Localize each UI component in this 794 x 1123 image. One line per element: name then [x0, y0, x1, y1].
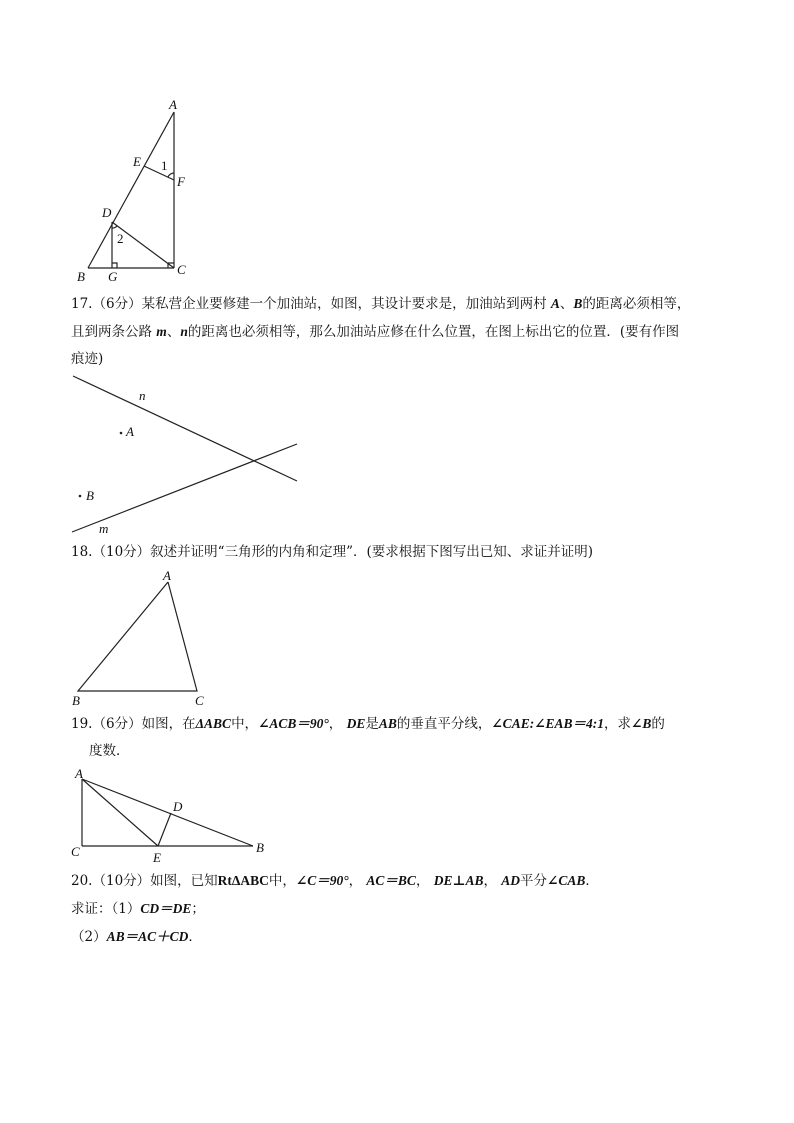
question-20-line-3 [71, 923, 721, 951]
label-E: E [153, 850, 161, 865]
math-angle-C: ∠C＝90° [295, 873, 349, 888]
math-CD-equals-DE: CD＝DE [140, 901, 192, 916]
label-G: G [108, 269, 118, 284]
math-AB: AB [378, 716, 397, 731]
right-angle-mark-G [112, 263, 117, 268]
figure-18-triangle [0, 565, 794, 710]
math-DE: DE [346, 716, 366, 731]
figure-16-triangle [0, 0, 794, 290]
label-C: C [177, 262, 186, 277]
question-text: 的距离也必须相等，那么加油站应修在什么位置，在图上标出它的位置．(要有作图 [187, 324, 680, 340]
angle-1-arc [168, 173, 174, 177]
question-20 [71, 867, 721, 951]
question-text: 某私营企业要修建一个加油站，如图，其设计要求是，加油站到两村 [141, 296, 547, 312]
math-AC-equals-BC: AC＝BC [366, 873, 416, 888]
label-B: B [77, 269, 85, 284]
question-20-line-2 [71, 895, 721, 923]
label-B: B [86, 488, 94, 503]
question-19 [71, 710, 721, 765]
question-number: 19. [71, 716, 93, 732]
question-text: 中， [268, 873, 296, 889]
math-AD: AD [501, 873, 521, 888]
label-E: E [133, 154, 141, 169]
question-text: 是 [365, 716, 379, 732]
village-B-point [79, 495, 82, 498]
label-A: A [169, 97, 177, 112]
math-n: n [180, 324, 188, 339]
angle-2-arc [112, 226, 117, 228]
label-m: m [99, 521, 109, 536]
segment-AB [88, 112, 174, 268]
label-F: F [177, 174, 185, 189]
separator: 、 [559, 296, 574, 312]
math-A: A [550, 296, 560, 311]
separator: ． [585, 873, 599, 889]
figure-19-triangle [0, 762, 794, 867]
road-m [72, 444, 297, 532]
question-17 [71, 290, 721, 373]
question-text: 叙述并证明“三角形的内角和定理”．(要求根据下图写出已知、求证并证明) [150, 544, 594, 560]
segment-AB [82, 779, 253, 846]
question-number: 18. [71, 544, 93, 560]
label-D: D [102, 205, 112, 220]
question-text: ， [328, 716, 343, 732]
prove-label: 求证： [71, 901, 112, 917]
math-DE-perp-AB: DE⊥AB [433, 873, 484, 888]
question-text: ，求 [604, 716, 632, 732]
math-triangle-ABC: ΔABC [195, 716, 232, 731]
label-n: n [139, 388, 146, 403]
math-rt-triangle: RtΔABC [217, 873, 269, 888]
question-number: 20. [71, 873, 93, 889]
question-text: 如图，在 [141, 716, 196, 732]
question-score: （6分） [92, 716, 142, 732]
math-m: m [156, 324, 167, 339]
question-score: （6分） [92, 296, 142, 312]
road-n [73, 376, 297, 481]
label-angle-1: 1 [161, 158, 168, 173]
label-angle-2: 2 [117, 231, 124, 246]
separator: ； [191, 901, 205, 917]
math-angle-B: ∠B [631, 716, 652, 731]
label-A: A [75, 766, 83, 781]
separator: ， [348, 873, 363, 889]
part-2-label: （2） [71, 929, 107, 945]
question-score: （10分） [92, 544, 151, 560]
question-text: 如图，已知 [150, 873, 218, 889]
question-20-line-1 [71, 867, 721, 895]
question-18 [71, 539, 721, 566]
segment-EF [144, 166, 174, 180]
separator: 、 [166, 324, 181, 340]
question-text: 痕迹) [71, 351, 104, 367]
label-A: A [163, 568, 171, 583]
label-A: A [126, 424, 134, 439]
question-17-line-1 [71, 290, 721, 318]
question-text: 中， [231, 716, 259, 732]
math-AB-equals-AC-plus-CD: AB＝AC＋CD [106, 929, 189, 944]
question-17-line-2 [71, 318, 721, 346]
question-number: 17. [71, 296, 93, 312]
question-text: 且到两条公路 [71, 324, 152, 340]
math-angle-ratio: ∠CAE:∠EAB＝4:1 [491, 716, 605, 731]
separator: ． [188, 929, 202, 945]
question-17-line-3 [71, 346, 721, 373]
label-C: C [71, 844, 80, 859]
question-19-line-2 [71, 738, 721, 765]
question-19-line-1 [71, 710, 721, 738]
label-D: D [173, 799, 183, 814]
segment-AE [82, 779, 158, 846]
question-text: 平分 [520, 873, 548, 889]
question-text: 的 [651, 716, 665, 732]
triangle-ABC [78, 582, 197, 691]
math-angle-ACB: ∠ACB＝90° [258, 716, 329, 731]
question-text: 的距离必须相等， [582, 296, 691, 312]
village-A-point [120, 432, 123, 435]
question-text: 的垂直平分线， [396, 716, 492, 732]
math-B: B [573, 296, 583, 311]
segment-ED [158, 813, 171, 846]
part-1-label: （1） [111, 901, 141, 917]
separator: ， [483, 873, 497, 889]
label-B: B [256, 840, 264, 855]
figure-17-roads [0, 370, 794, 540]
separator: ， [415, 873, 430, 889]
question-text: 度数． [89, 743, 130, 759]
label-C: C [195, 693, 204, 708]
label-B: B [72, 693, 80, 708]
question-18-line-1 [71, 539, 721, 566]
math-angle-CAB: ∠CAB [547, 873, 586, 888]
question-score: （10分） [92, 873, 151, 889]
